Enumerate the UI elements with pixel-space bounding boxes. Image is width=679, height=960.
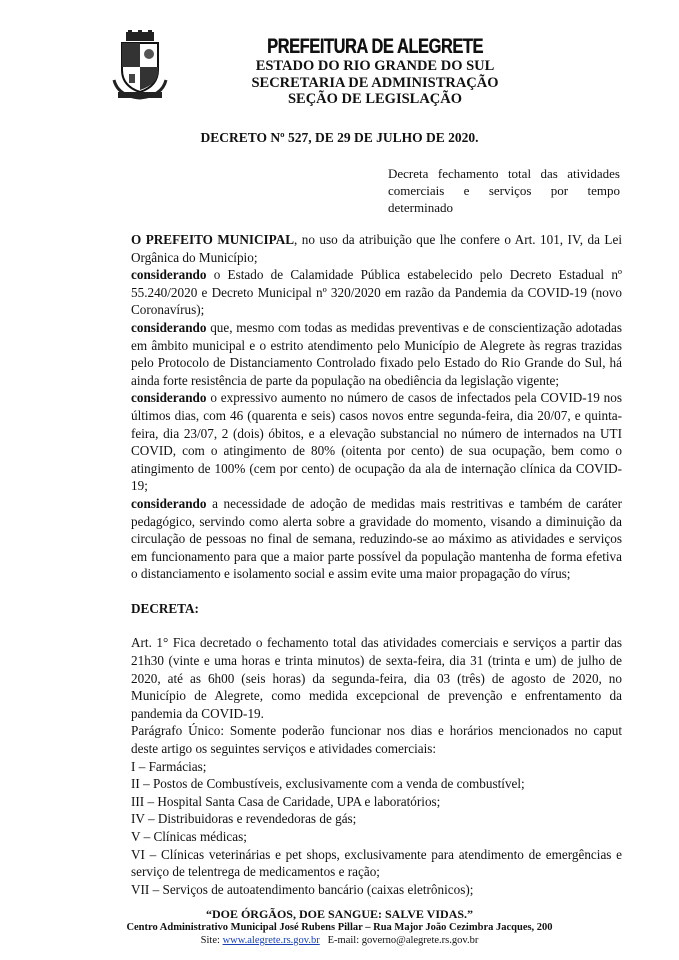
footer-address: Centro Administrativo Municipal José Rubens Pillar – Rua Major João Cezimbra Jacques, 200 <box>126 922 553 933</box>
secretariat-line: SECRETARIA DE ADMINISTRAÇÃO <box>251 74 499 91</box>
decree-title: DECRETO Nº 527, DE 29 DE JULHO DE 2020. <box>200 130 479 145</box>
footer-motto: “DOE ÓRGÃOS, DOE SANGUE: SALVE VIDAS.” <box>205 907 474 921</box>
list-item: V – Clínicas médicas; <box>131 829 247 844</box>
list-item: III – Hospital Santa Casa de Caridade, UPA e laboratórios; <box>131 793 441 809</box>
whereas-text: que, mesmo com todas as medidas preventivas e de conscientização adotadas em âmbito municipal e o estrito atendimento pelo Município de Alegrete às regras trazidas pelo Protocolo de Distanciamento Controlado fixado pelo Estado do Rio Grande do Sul, há ainda forte resistência de parte da população na obediência da legislação vigente; <box>131 319 622 388</box>
page-footer <box>0 907 679 947</box>
letterhead <box>230 36 520 108</box>
whereas-keyword: considerando <box>131 319 207 335</box>
email-text: E-mail: governo@alegrete.rs.gov.br <box>319 935 479 946</box>
preamble-paragraph <box>131 231 622 266</box>
list-item: VI – Clínicas veterinárias e pet shops, exclusivamente para atendimento de emergências e serviço de telentrega de medicamentos e ração; <box>131 846 622 880</box>
list-item: II – Postos de Combustíveis, exclusivamente com a venda de combustível; <box>131 776 525 792</box>
list-item: VII – Serviços de autoatendimento bancário (caixas eletrônicos); <box>131 881 474 897</box>
list-item: IV – Distribuidoras e revendedoras de gás; <box>131 811 357 827</box>
whereas-text: a necessidade de adoção de medidas mais restritivas e também de caráter pedagógico, servindo como alerta sobre a gravidade do momento, visando a diminuição da circulação de pessoas no final de semana, reduzindo-se ao máximo as atividades e serviços em funcionamento para que a maior parte possível da população mantenha de forma efetiva o distanciamento e isolamento social e assim evite uma maior propagação do vírus; <box>131 495 622 582</box>
article-1: Art. 1° Fica decretado o fechamento total das atividades comerciais e serviços a partir das 21h30 (vinte e uma horas e trinta minutos) de sexta-feira, dia 31 (trinta e um) de julho de 2020, até as 6h00 (seis horas) da segunda-feira, dia 03 (três) de agosto de 2020, no Município de Alegrete, como medida excepcional de prevenção e enfrentamento da pandemia da COVID-19. <box>131 635 622 721</box>
preamble-text: , no uso da atribuição que lhe confere o Art. 101, IV, da Lei Orgânica do Município; <box>131 232 622 265</box>
whereas-paragraph <box>131 266 622 319</box>
decreta-heading: DECRETA: <box>131 600 199 616</box>
whereas-keyword: considerando <box>131 267 207 283</box>
state-line: ESTADO DO RIO GRANDE DO SUL <box>255 58 495 74</box>
whereas-paragraph <box>131 495 622 583</box>
whereas-text: o Estado de Calamidade Pública estabelecido pelo Decreto Estadual nº 55.240/2020 e Decreto Municipal nº 320/2020 em razão da Pandemia da COVID-19 (novo Coronavírus); <box>131 267 622 318</box>
org-name: PREFEITURA DE ALEGRETE <box>267 35 483 58</box>
sole-paragraph: Parágrafo Único: Somente poderão funcionar nos dias e horários mencionados no caput deste artigo os seguintes serviços e atividades comerciais: <box>131 723 622 757</box>
decree-body <box>131 231 622 898</box>
municipal-coat-of-arms-icon <box>112 30 168 102</box>
whereas-keyword: considerando <box>131 495 207 511</box>
footer-contact <box>0 934 679 947</box>
mayor-heading: O PREFEITO MUNICIPAL <box>131 232 295 247</box>
decree-summary: Decreta fechamento total das atividades comerciais e serviços por tempo determinado <box>388 166 620 215</box>
whereas-text: o expressivo aumento no número de casos de infectados pela COVID-19 nos últimos dias, com 46 (quarenta e seis) casos novos entre segunda-feira, dia 20/07, e quinta-feira, dia 23/07, 2 (dois) óbitos, e a elevação substancial no número de internados na UTI COVID, com o atingimento de 80% (oitenta por cento) de sua ocupação, bem como o atingimento de 100% (cem por cento) de ocupação da ala de internação clínica da COVID-19; <box>131 390 622 494</box>
whereas-keyword: considerando <box>131 390 207 406</box>
list-item: I – Farmácias; <box>131 758 207 774</box>
whereas-paragraph <box>131 389 622 495</box>
site-label: Site: <box>200 935 223 946</box>
whereas-paragraph <box>131 319 622 389</box>
site-link[interactable]: www.alegrete.rs.gov.br <box>222 935 320 946</box>
section-line: SEÇÃO DE LEGISLAÇÃO <box>287 91 463 107</box>
